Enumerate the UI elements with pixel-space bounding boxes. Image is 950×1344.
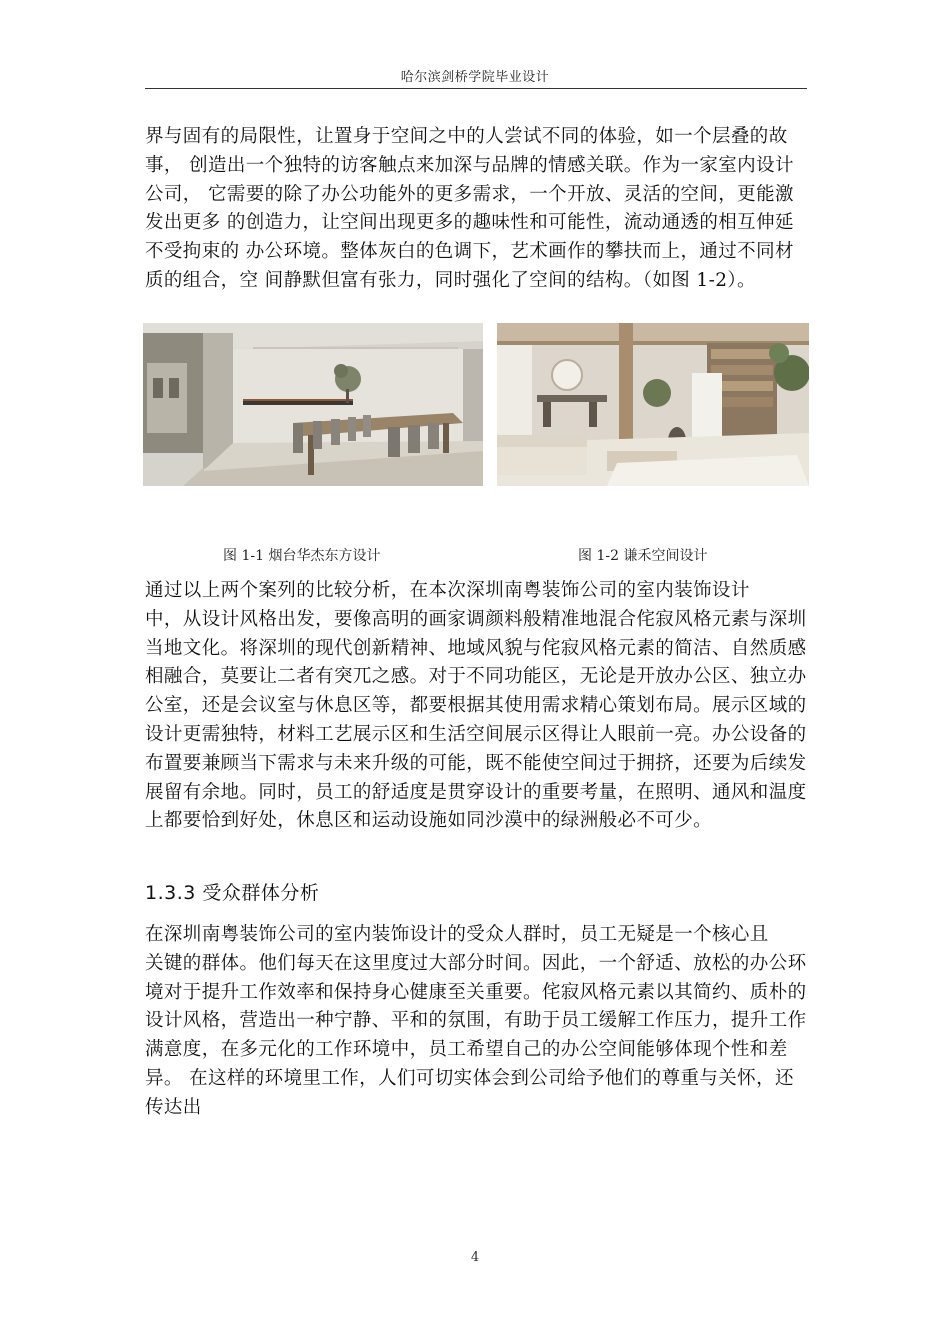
paragraph-line: 当地文化。将深圳的现代创新精神、地域风貌与侘寂风格元素的简洁、自然质感	[145, 637, 807, 659]
paragraph-line: 通过以上两个案列的比较分析，在本次深圳南粤装饰公司的室内装饰设计	[145, 580, 750, 601]
paragraph-line: 在深圳南粤装饰公司的室内装饰设计的受众人群时，员工无疑是一个核心且	[145, 924, 769, 945]
figure-1-1-image	[143, 323, 483, 486]
paragraph-line: 事， 创造出一个独特的访客触点来加深与品牌的情感关联。作为一家室内设计	[145, 154, 794, 176]
paragraph-line: 发出更多 的创造力，让空间出现更多的趣味性和可能性，流动通透的相互伸延	[145, 212, 794, 234]
paragraph-line: 公室，还是会议室与休息区等，都要根据其使用需求精心策划布局。展示区域的	[145, 695, 807, 717]
paragraph-line: 展留有余地。同时，员工的舒适度是贯穿设计的重要考量，在照明、通风和温度	[145, 781, 807, 803]
paragraph-line: 上都要恰到好处，休息区和运动设施如同沙漠中的绿洲般必不可少。	[145, 810, 713, 832]
paragraph-line: 相融合，莫要让二者有突兀之感。对于不同功能区，无论是开放办公区、独立办	[145, 666, 807, 688]
page-number: 4	[470, 1250, 480, 1265]
paragraph-line: 异。 在这样的环境里工作，人们可切实体会到公司给予他们的尊重与关怀，还	[145, 1067, 794, 1089]
paragraph-line: 设计更需独特，材料工艺展示区和生活空间展示区得让人眼前一亮。办公设备的	[145, 723, 807, 745]
paragraph-line: 境对于提升工作效率和保持身心健康至关重要。侘寂风格元素以其简约、质朴的	[145, 981, 807, 1003]
page-header-title: 哈尔滨剑桥学院毕业设计	[400, 70, 550, 85]
figure-1-2-image	[497, 323, 809, 486]
header-divider	[145, 88, 807, 89]
paragraph-line: 满意度，在多元化的工作环境中，员工希望自己的办公空间能够体现个性和差	[145, 1039, 788, 1061]
figure-1-1-caption: 图 1-1 烟台华杰东方设计	[223, 548, 381, 564]
body-paragraph-3	[145, 921, 813, 1123]
paragraph-line: 传达出	[145, 1096, 202, 1118]
section-heading: 1.3.3 受众群体分析	[145, 882, 320, 904]
body-paragraph-1	[145, 123, 813, 296]
paragraph-line: 质的组合，空 间静默但富有张力，同时强化了空间的结构。（如图 1-2）。	[145, 269, 756, 291]
paragraph-line: 公司， 它需要的除了办公功能外的更多需求，一个开放、灵活的空间，更能激	[145, 183, 794, 205]
paragraph-line: 布置要兼顾当下需求与未来升级的可能，既不能使空间过于拥挤，还要为后续发	[145, 752, 807, 774]
paragraph-line: 关键的群体。他们每天在这里度过大部分时间。因此，一个舒适、放松的办公环	[145, 952, 807, 974]
figure-1-2-caption: 图 1-2 谦禾空间设计	[578, 548, 708, 564]
paragraph-line: 界与固有的局限性，让置身于空间之中的人尝试不同的体验，如一个层叠的故	[145, 126, 788, 147]
paragraph-line: 设计风格，营造出一种宁静、平和的氛围，有助于员工缓解工作压力，提升工作	[145, 1010, 807, 1032]
paragraph-line: 不受拘束的 办公环境。整体灰白的色调下，艺术画作的攀扶而上，通过不同材	[145, 241, 794, 263]
paragraph-line: 中，从设计风格出发，要像高明的画家调颜料般精准地混合侘寂风格元素与深圳	[145, 608, 807, 630]
body-paragraph-2	[145, 577, 813, 836]
